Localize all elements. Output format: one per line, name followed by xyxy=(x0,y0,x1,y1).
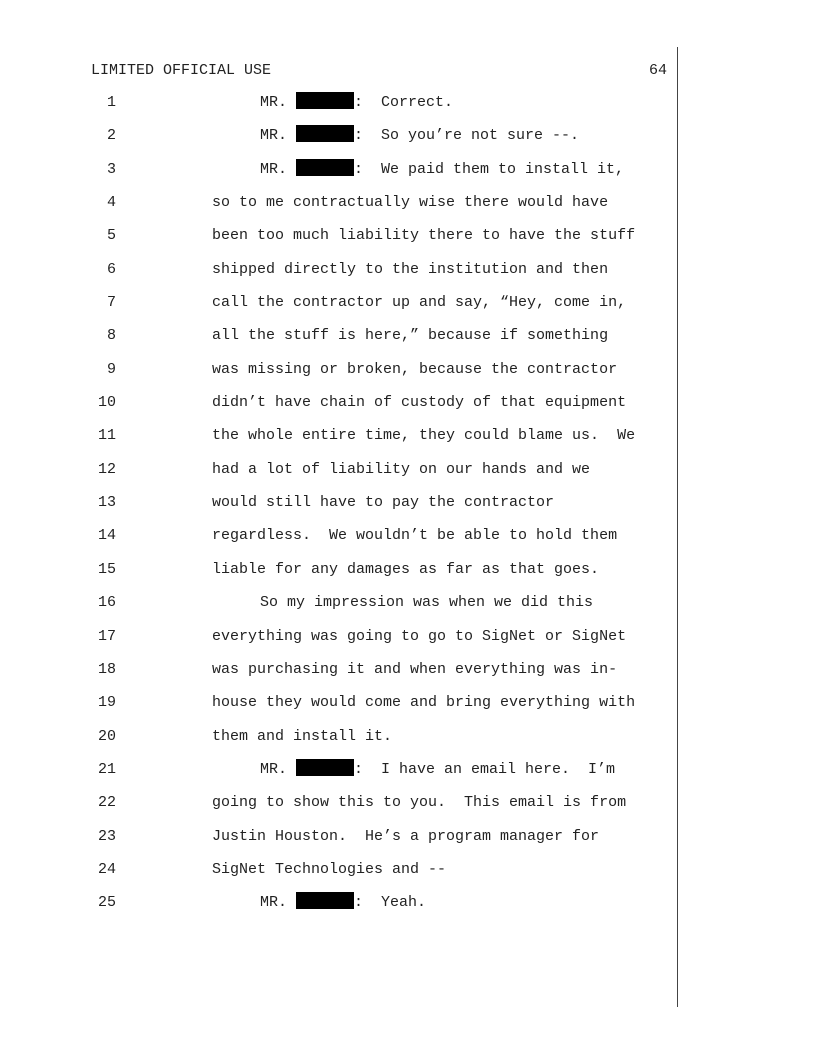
transcript-line xyxy=(0,859,816,892)
line-text xyxy=(212,392,626,414)
line-text xyxy=(212,692,635,714)
transcript-line xyxy=(0,225,816,258)
line-body: all the stuff is here,” because if something xyxy=(212,327,609,345)
transcript-line xyxy=(0,492,816,525)
speaker-label: MR. xyxy=(260,894,288,912)
line-body: : So you’re not sure --. xyxy=(354,127,580,145)
line-text xyxy=(212,859,446,881)
line-body: : We paid them to install it, xyxy=(354,160,625,178)
line-number: 18 xyxy=(97,660,116,678)
line-body: had a lot of liability on our hands and we xyxy=(212,460,591,478)
line-number: 9 xyxy=(106,360,116,378)
transcript-line xyxy=(0,559,816,592)
transcript-line xyxy=(0,125,816,158)
line-body: liable for any damages as far as that goes. xyxy=(212,560,600,578)
line-body: SigNet Technologies and -- xyxy=(212,860,447,878)
line-body: : Correct. xyxy=(354,94,454,111)
line-text xyxy=(212,459,590,481)
line-text xyxy=(212,792,626,814)
page-header xyxy=(91,61,667,81)
line-body: would still have to pay the contractor xyxy=(212,494,555,512)
transcript-line xyxy=(0,459,816,492)
line-body: house they would come and bring everything with xyxy=(212,694,636,712)
line-body: : Yeah. xyxy=(354,894,427,912)
line-text xyxy=(212,259,608,281)
line-body: regardless. We wouldn’t be able to hold them xyxy=(212,527,618,545)
line-number: 20 xyxy=(97,727,116,745)
line-body: call the contractor up and say, “Hey, come in, xyxy=(212,294,627,312)
speaker-label: MR. xyxy=(260,760,288,778)
transcript-lines xyxy=(0,92,816,926)
line-text xyxy=(212,726,392,748)
line-text xyxy=(212,492,554,514)
redaction-box xyxy=(296,92,354,109)
redaction-box xyxy=(296,759,354,776)
transcript-line xyxy=(0,626,816,659)
transcript-line xyxy=(0,259,816,292)
line-body: didn’t have chain of custody of that equipment xyxy=(212,394,627,412)
line-body: so to me contractually wise there would have xyxy=(212,194,609,212)
classification-label: LIMITED OFFICIAL USE xyxy=(91,62,272,79)
line-text xyxy=(212,292,626,314)
transcript-line xyxy=(0,292,816,325)
line-text xyxy=(212,626,626,648)
line-number: 7 xyxy=(106,294,116,312)
line-body: them and install it. xyxy=(212,727,393,745)
speaker-label: MR. xyxy=(260,160,288,178)
line-body: shipped directly to the institution and then xyxy=(212,260,609,278)
line-number: 4 xyxy=(106,194,116,212)
speaker-label: MR. xyxy=(260,127,288,145)
line-text xyxy=(212,325,608,347)
transcript-line xyxy=(0,892,816,925)
transcript-line xyxy=(0,826,816,859)
redaction-box xyxy=(296,159,354,176)
transcript-line xyxy=(0,92,816,125)
line-body: the whole entire time, they could blame us. We xyxy=(212,427,636,445)
line-text xyxy=(212,359,617,381)
line-number: 13 xyxy=(97,494,116,512)
transcript-line xyxy=(0,359,816,392)
line-text xyxy=(212,192,608,214)
line-body: Justin Houston. He’s a program manager for xyxy=(212,827,600,845)
line-text xyxy=(212,559,599,581)
line-number: 25 xyxy=(97,894,116,912)
line-number: 3 xyxy=(106,160,116,178)
line-text xyxy=(212,225,635,247)
line-number: 5 xyxy=(106,227,116,245)
line-number: 15 xyxy=(97,560,116,578)
speaker-line xyxy=(260,759,615,781)
line-body: was purchasing it and when everything was in- xyxy=(212,660,618,678)
line-number: 21 xyxy=(97,760,116,778)
line-number: 17 xyxy=(97,627,116,645)
line-number: 8 xyxy=(106,327,116,345)
line-text xyxy=(212,826,599,848)
line-number: 6 xyxy=(106,260,116,278)
transcript-line xyxy=(0,192,816,225)
line-body: been too much liability there to have the stuff xyxy=(212,227,636,245)
line-number: 19 xyxy=(97,694,116,712)
line-number: 23 xyxy=(97,827,116,845)
line-body: going to show this to you. This email is from xyxy=(212,794,627,812)
transcript-line xyxy=(0,525,816,558)
transcript-line xyxy=(0,325,816,358)
speaker-line xyxy=(260,92,453,114)
line-number: 22 xyxy=(97,794,116,812)
transcript-line xyxy=(0,592,816,625)
line-body: was missing or broken, because the contractor xyxy=(212,360,618,378)
transcript-line xyxy=(0,692,816,725)
transcript-line xyxy=(0,392,816,425)
redaction-box xyxy=(296,892,354,909)
speaker-label: MR. xyxy=(260,94,288,111)
transcript-line xyxy=(0,659,816,692)
line-text xyxy=(212,659,617,681)
redaction-box xyxy=(296,125,354,142)
line-number: 12 xyxy=(97,460,116,478)
transcript-line xyxy=(0,759,816,792)
line-number: 11 xyxy=(97,427,116,445)
line-number: 1 xyxy=(106,94,116,111)
line-body: everything was going to go to SigNet or SigNet xyxy=(212,627,627,645)
speaker-line xyxy=(260,159,624,181)
line-number: 16 xyxy=(97,594,116,612)
line-body: : I have an email here. I’m xyxy=(354,760,616,778)
line-number: 2 xyxy=(106,127,116,145)
transcript-line xyxy=(0,159,816,192)
transcript-line xyxy=(0,726,816,759)
transcript-line xyxy=(0,425,816,458)
line-number: 14 xyxy=(97,527,116,545)
line-text xyxy=(212,425,635,447)
page-number: 64 xyxy=(648,62,667,79)
line-body: So my impression was when we did this xyxy=(260,594,594,612)
line-text xyxy=(212,525,617,547)
line-number: 10 xyxy=(97,394,116,412)
speaker-line xyxy=(260,892,426,914)
speaker-line xyxy=(260,125,579,147)
line-number: 24 xyxy=(97,860,116,878)
line-text xyxy=(260,592,593,614)
transcript-line xyxy=(0,792,816,825)
